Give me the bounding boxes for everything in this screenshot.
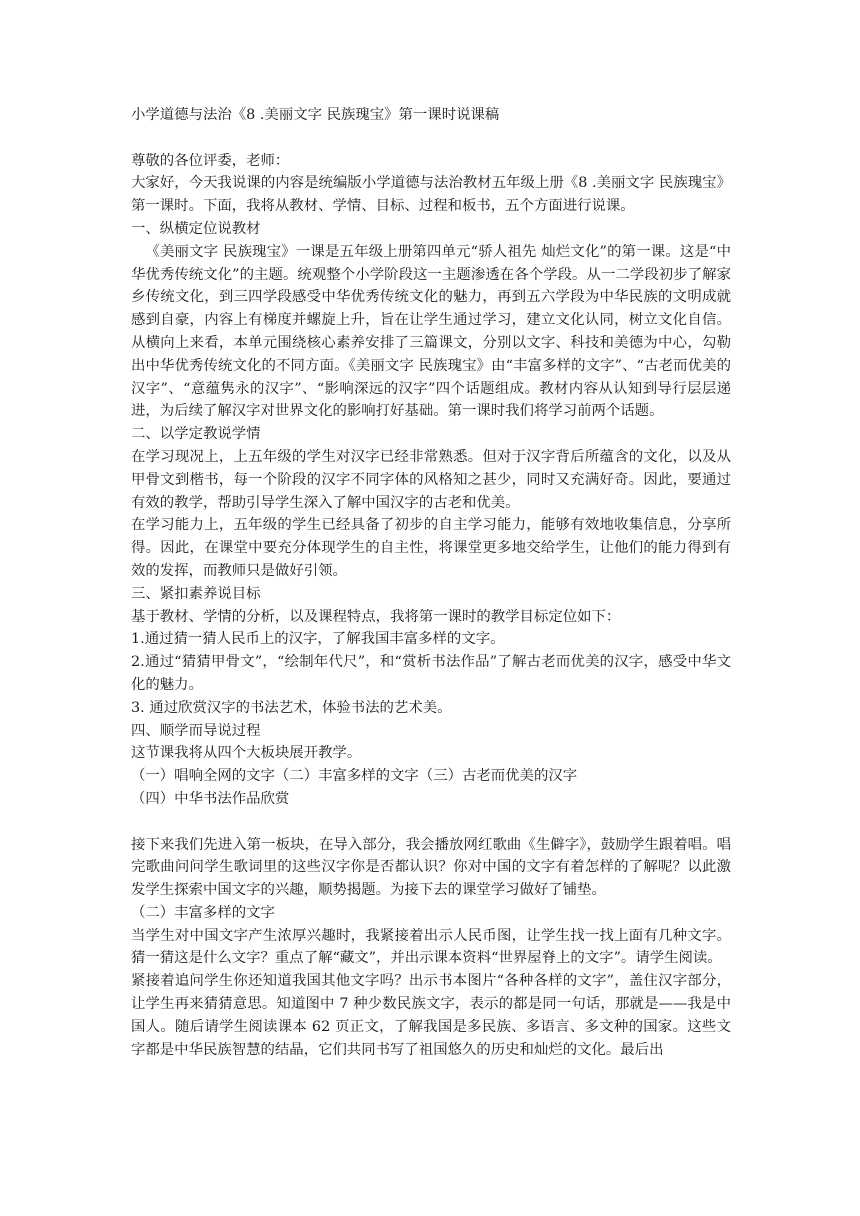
blank-line [131, 811, 731, 834]
section-heading: 一、纵横定位说教材 [131, 220, 261, 237]
paragraph: 当学生对中国文字产生浓厚兴趣时，我紧接着出示人民币图，让学生找一找上面有几种文字。猜一猜这是什么文字？重点了解“藏文”，并出示课本资料“世界屋脊上的文字”。请学生阅读。 [131, 927, 731, 967]
section-heading: 二、以学定教说学情 [131, 426, 261, 443]
document-body [131, 104, 731, 1061]
subsection-heading: （二）丰富多样的文字 [131, 904, 275, 921]
intro-paragraph: 大家好，今天我说课的内容是统编版小学道德与法治教材五年级上册《8 .美丽文字 民族瑰宝》第一课时。下面，我将从教材、学情、目标、过程和板书，五个方面进行说课。 [131, 175, 731, 215]
paragraph: 《美丽文字 民族瑰宝》一课是五年级上册第四单元“骄人祖先 灿烂文化”的第一课。这是“中华优秀传统文化”的主题。统观整个小学阶段这一主题渗透在各个学段。从一二学段初步了解家乡传统文化，到三四学段感受中华优秀传统文化的魅力，再到五六学段为中华民族的文明成就感到自豪，内容上有梯度并螺旋上升，旨在让学生通过学习，建立文化认同，树立文化自信。从横向上来看，本单元围绕核心素养安排了三篇课文，分别以文字、科技和美德为中心，勾勒出中华优秀传统文化的不同方面。《美丽文字 民族瑰宝》由“丰富多样的文字”、“古老而优美的汉字”、“意蕴隽永的汉字”、“影响深远的汉字”四个话题组成。教材内容从认知到导行层层递进，为后续了解汉字对世界文化的影响打好基础。第一课时我们将学习前两个话题。 [131, 243, 731, 420]
list-item: 3. 通过欣赏汉字的书法艺术，体验书法的艺术美。 [131, 699, 452, 716]
document-title: 小学道德与法治《8 .美丽文字 民族瑰宝》第一课时说课稿 [131, 107, 500, 123]
paragraph: 紧接着追问学生你还知道我国其他文字吗？出示书本图片“各种各样的文字”，盖住汉字部分，让学生再来猜猜意思。知道图中 7 种少数民族文字，表示的都是同一句话，那就是——我是中国人。随后请学生阅读课本 62 页正文，了解我国是多民族、多语言、多文种的国家。这些文字都是中华民族智慧的结晶，它们共同书写了祖国悠久的历史和灿烂的文化。最后出 [131, 973, 731, 1058]
paragraph: 这节课我将从四个大板块展开教学。 [131, 745, 362, 762]
section-heading: 三、紧扣素养说目标 [131, 585, 261, 602]
paragraph: （一）唱响全网的文字（二）丰富多样的文字（三）古老而优美的汉字 [131, 768, 578, 785]
paragraph: 接下来我们先进入第一板块，在导入部分，我会播放网红歌曲《生僻字》，鼓励学生跟着唱。唱完歌曲问问学生歌词里的这些汉字你是否都认识？你对中国的文字有着怎样的了解呢？以此激发学生探索中国文字的兴趣，顺势揭题。为接下去的课堂学习做好了铺垫。 [131, 836, 731, 899]
paragraph: 基于教材、学情的分析，以及课程特点，我将第一课时的教学目标定位如下： [131, 608, 621, 625]
paragraph: （四）中华书法作品欣赏 [131, 790, 290, 807]
list-item: 2.通过“猜猜甲骨文”，“绘制年代尺”，和“赏析书法作品”了解古老而优美的汉字，感受中华文化的魅力。 [131, 654, 731, 693]
paragraph: 在学习能力上，五年级的学生已经具备了初步的自主学习能力，能够有效地收集信息，分享所得。因此，在课堂中要充分体现学生的自主性，将课堂更多地交给学生，让他们的能力得到有效的发挥，而教师只是做好引领。 [131, 517, 731, 579]
greeting: 尊敬的各位评委，老师： [131, 152, 290, 169]
section-heading: 四、顺学而导说过程 [131, 722, 261, 739]
list-item: 1.通过猜一猜人民币上的汉字，了解我国丰富多样的文字。 [131, 631, 505, 648]
paragraph: 在学习现况上，上五年级的学生对汉字已经非常熟悉。但对于汉字背后所蕴含的文化，以及从甲骨文到楷书，每一个阶段的汉字不同字体的风格知之甚少，同时又充满好奇。因此，要通过有效的教学，帮助引导学生深入了解中国汉字的古老和优美。 [131, 448, 731, 511]
